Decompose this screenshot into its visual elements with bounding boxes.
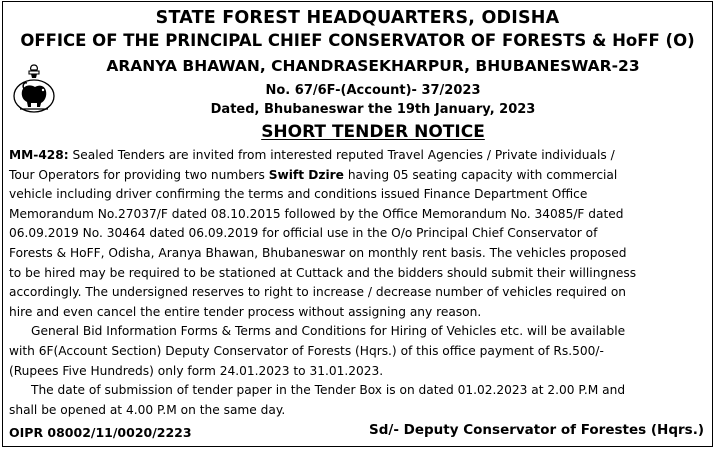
body-text: Sealed Tenders are invited from interested reputed Travel Agencies / Private individuals /: [68, 148, 615, 162]
body-line: to be hired may be required to be stationed at Cuttack and the bidders should submit their willingness: [9, 265, 637, 280]
body-line: Forests & HoFF, Odisha, Aranya Bhawan, Bhubaneswar on monthly rent basis. The vehicles proposed: [9, 245, 627, 260]
vehicle-model: Swift Dzire: [268, 167, 344, 182]
odisha-state-emblem-icon: [10, 61, 58, 117]
header-line-3: ARANYA BHAWAN, CHANDRASEKHARPUR, BHUBANESWAR-23: [106, 57, 640, 75]
body-line: [9, 146, 709, 166]
body-line: 06.09.2019 No. 30464 dated 06.09.2019 for official use in the O/o Principal Chief Conservator of: [9, 226, 598, 241]
tender-notice: [2, 1, 713, 447]
notice-body: [9, 146, 709, 420]
body-line: The date of submission of tender paper in the Tender Box is on dated 01.02.2023 at 2.00 P.M and: [31, 383, 626, 398]
body-text: having 05 seating capacity with commercial: [343, 167, 618, 182]
body-text: Tour Operators for providing two numbers: [9, 167, 269, 182]
notice-date: Dated, Bhubaneswar the 19th January, 2023: [210, 102, 536, 117]
reference-number: No. 67/6F-(Account)- 37/2023: [265, 83, 481, 98]
body-line: vehicle including driver confirming the terms and conditions issued Finance Department Office: [9, 187, 588, 202]
body-line: General Bid Information Forms & Terms and Conditions for Hiring of Vehicles etc. will be available: [31, 324, 626, 339]
header-line-1: STATE FOREST HEADQUARTERS, ODISHA: [155, 8, 560, 28]
body-line: with 6F(Account Section) Deputy Conservator of Forests (Hqrs.) of this office payment of Rs.500/-: [9, 343, 604, 358]
notice-title: SHORT TENDER NOTICE: [261, 122, 485, 142]
oipr-code: OIPR 08002/11/0020/2223: [9, 425, 192, 440]
body-line: (Rupees Five Hundreds) only form 24.01.2023 to 31.01.2023.: [9, 363, 384, 378]
header-line-2: OFFICE OF THE PRINCIPAL CHIEF CONSERVATOR OF FORESTS & HoFF (O): [20, 31, 695, 50]
body-line: [9, 166, 709, 186]
mm-number: MM-428:: [9, 148, 69, 162]
signature-line: Sd/- Deputy Conservator of Forestes (Hqrs.): [369, 422, 704, 438]
body-line: accordingly. The undersigned reserves to right to increase / decrease number of vehicles required on: [9, 285, 627, 300]
body-line: hire and even cancel the entire tender process without assigning any reason.: [9, 304, 482, 319]
body-line: Memorandum No.27037/F dated 08.10.2015 followed by the Office Memorandum No. 34085/F dated: [9, 206, 624, 221]
body-line: shall be opened at 4.00 P.M on the same day.: [9, 402, 286, 417]
